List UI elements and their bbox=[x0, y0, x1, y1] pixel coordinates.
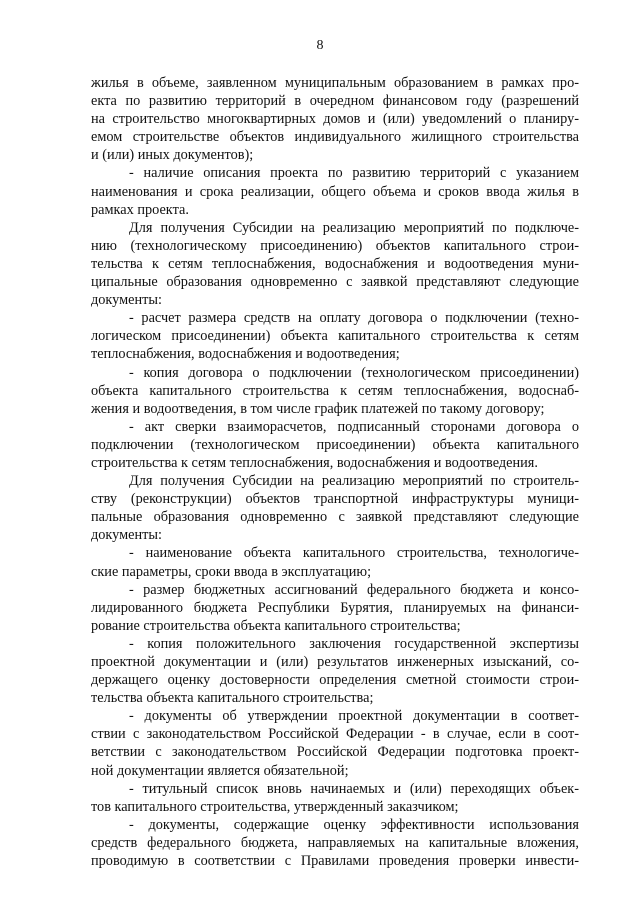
text-line: наименования и срока реализации, общего объема и сроков ввода жилья в bbox=[91, 183, 579, 200]
text-line: ветствии с законодательством Российской Федерации подготовка проект- bbox=[91, 744, 579, 761]
text-line: Для получения Субсидии на реализацию мероприятий по подключе- bbox=[129, 219, 579, 236]
text-line: - копия положительного заключения государственной экспертизы bbox=[129, 635, 579, 652]
paragraph bbox=[91, 780, 579, 816]
text-line: жения и водоотведения, в том числе график платежей по такому договору; bbox=[91, 400, 545, 417]
text-line: тельства к сетям теплоснабжения, водоснабжения и водоотведения муни- bbox=[91, 255, 579, 272]
text-line: жилья в объеме, заявленном муниципальным образованием в рамках про- bbox=[91, 75, 579, 91]
text-line: нию (технологическому присоединению) объектов капитального строи- bbox=[91, 237, 579, 254]
text-line: держащего оценку достоверности определения сметной стоимости строи- bbox=[91, 672, 579, 689]
text-line: и (или) иных документов); bbox=[91, 147, 254, 164]
text-line: проектной документации и (или) результатов инженерных изысканий, со- bbox=[91, 654, 579, 670]
text-line: подключении (технологическом присоединении) объекта капитального bbox=[91, 436, 579, 453]
text-line: пальные образования одновременно с заявкой представляют следующие bbox=[91, 509, 579, 526]
text-line: екта по развитию территорий в очередном финансовом году (разрешений bbox=[91, 93, 579, 110]
paragraph bbox=[91, 164, 579, 218]
text-line: документы: bbox=[91, 527, 162, 544]
text-line: рование строительства объекта капитального строительства; bbox=[91, 617, 461, 634]
paragraph bbox=[91, 472, 579, 544]
text-line: средств федерального бюджета, направляемых на капитальные вложения, bbox=[91, 834, 579, 851]
text-line: емом строительстве объектов индивидуального жилищного строительства bbox=[91, 129, 579, 146]
paragraph bbox=[91, 219, 579, 309]
text-line: - документы, содержащие оценку эффективности использования bbox=[129, 816, 579, 833]
text-line: - акт сверки взаиморасчетов, подписанный сторонами договора о bbox=[129, 418, 579, 435]
document-body bbox=[91, 74, 579, 870]
text-line: - копия договора о подключении (технологическом присоединении) bbox=[129, 364, 579, 381]
text-line: тов капитального строительства, утвержденный заказчиком; bbox=[91, 798, 459, 815]
text-line: проводимую в соответствии с Правилами проведения проверки инвести- bbox=[91, 853, 579, 870]
paragraph bbox=[91, 581, 579, 635]
text-line: ские параметры, сроки ввода в эксплуатацию; bbox=[91, 563, 372, 580]
text-line: лидированного бюджета Республики Бурятия, планируемых на финанси- bbox=[91, 599, 579, 616]
text-line: логическом присоединении) объекта капитального строительства к сетям bbox=[91, 328, 579, 345]
text-line: - размер бюджетных ассигнований федерального бюджета и консо- bbox=[129, 581, 579, 598]
text-line: ствии с законодательством Российской Федерации - в случае, если в соот- bbox=[91, 726, 579, 743]
paragraph bbox=[91, 418, 579, 472]
text-line: ной документации является обязательной; bbox=[91, 762, 349, 779]
text-line: - титульный список вновь начинаемых и (или) переходящих объек- bbox=[129, 780, 579, 797]
text-line: тельства объекта капитального строительства; bbox=[91, 690, 374, 707]
page-number: 8 bbox=[316, 38, 324, 53]
text-line: - наименование объекта капитального строительства, технологиче- bbox=[129, 545, 579, 562]
paragraph bbox=[91, 544, 579, 580]
paragraph bbox=[91, 707, 579, 779]
text-line: на строительство многоквартирных домов и (или) уведомлений о планиру- bbox=[91, 111, 579, 128]
text-line: объекта капитального строительства к сетям теплоснабжения, водоснаб- bbox=[91, 382, 579, 399]
text-line: строительства к сетям теплоснабжения, водоснабжения и водоотведения. bbox=[91, 454, 538, 471]
paragraph bbox=[91, 309, 579, 363]
paragraph bbox=[91, 364, 579, 418]
text-line: рамках проекта. bbox=[91, 201, 189, 218]
paragraph bbox=[91, 74, 579, 164]
text-line: - документы об утверждении проектной документации в соответ- bbox=[129, 708, 579, 725]
text-line: - расчет размера средств на оплату договора о подключении (техно- bbox=[129, 310, 579, 327]
text-line: документы: bbox=[91, 292, 162, 309]
text-line: ству (реконструкции) объектов транспортной инфраструктуры муници- bbox=[91, 491, 579, 508]
text-line: Для получения Субсидии на реализацию мероприятий по строитель- bbox=[129, 473, 579, 490]
paragraph bbox=[91, 635, 579, 707]
text-line: - наличие описания проекта по развитию территорий с указанием bbox=[129, 165, 579, 182]
text-line: теплоснабжения, водоснабжения и водоотведения; bbox=[91, 346, 400, 363]
text-line: ципальные образования одновременно с заявкой представляют следующие bbox=[91, 274, 579, 291]
paragraph bbox=[91, 816, 579, 870]
